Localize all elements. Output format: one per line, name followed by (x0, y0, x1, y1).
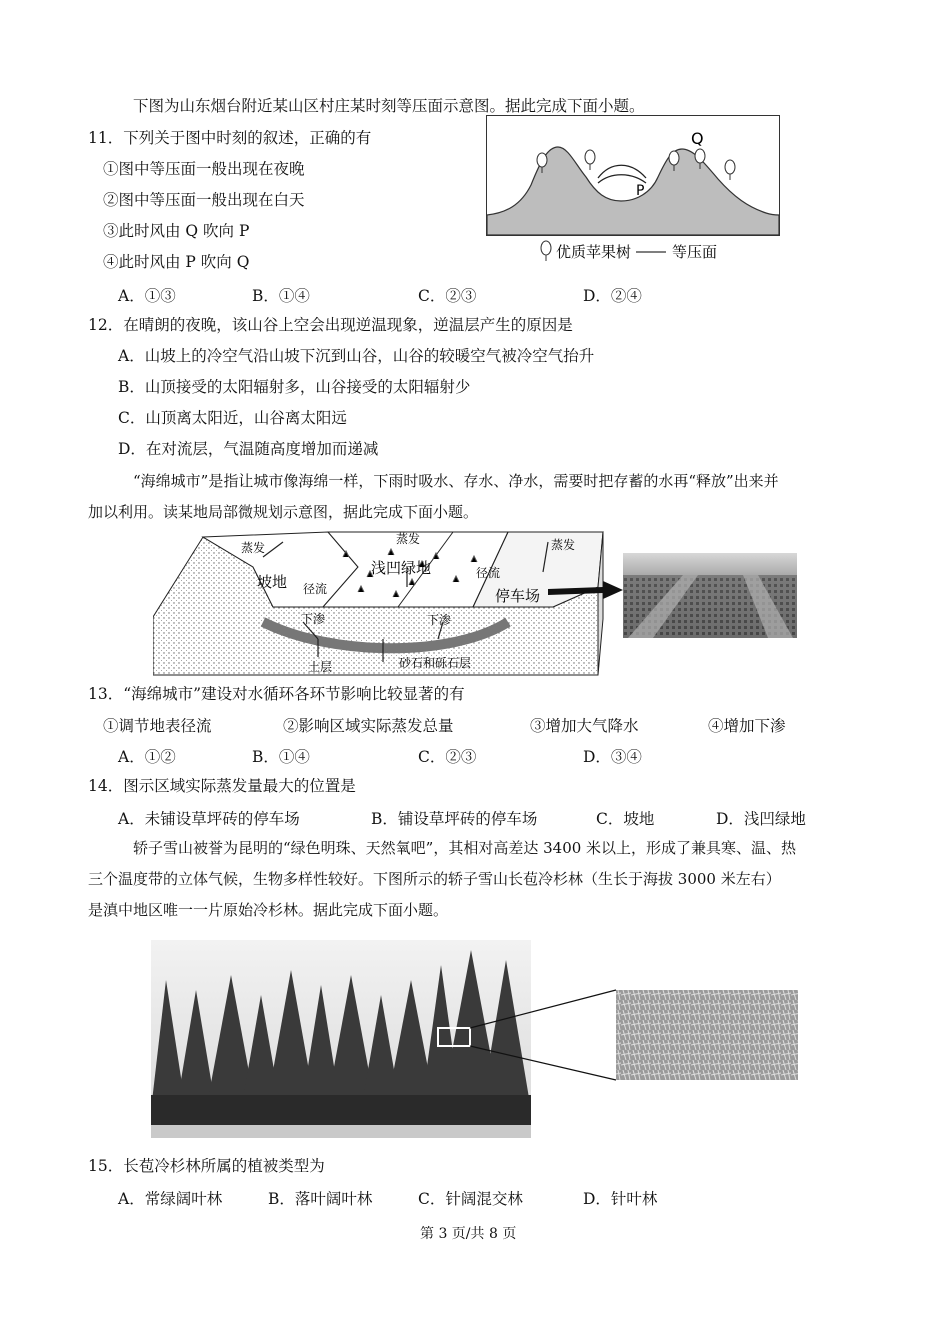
isobar-figure (486, 115, 782, 265)
fir-branch-photo (616, 990, 798, 1080)
q13-item-1: ①调节地表径流 (103, 717, 212, 735)
q11-item-1: ①图中等压面一般出现在夜晚 (103, 160, 305, 178)
q15-option-c[interactable]: C．针阔混交林 (418, 1190, 523, 1208)
q11-option-b[interactable]: B．①④ (252, 287, 310, 305)
evap-label-3: 蒸发 (551, 538, 576, 552)
q11-option-a[interactable]: A．①③ (118, 287, 176, 305)
q14-option-c[interactable]: C．坡地 (596, 810, 655, 828)
q13-item-2: ②影响区域实际蒸发总量 (283, 717, 454, 735)
greenland-label: 浅凹绿地 (371, 559, 432, 577)
q14-option-b[interactable]: B．铺设草坪砖的停车场 (371, 810, 538, 828)
seep-label-1: 下渗 (301, 612, 326, 626)
q13-option-d[interactable]: D．③④ (583, 748, 642, 766)
label-q: Q (691, 129, 704, 148)
q11-item-3: ③此时风由 Q 吹向 P (103, 222, 250, 240)
q11-item-4: ④此时风由 P 吹向 Q (103, 253, 250, 271)
q13-option-c[interactable]: C．②③ (418, 748, 477, 766)
q14-option-d[interactable]: D．浅凹绿地 (716, 810, 806, 828)
q12-option-d[interactable]: D．在对流层，气温随高度增加而递减 (118, 440, 379, 458)
question-12-stem: 12．在晴朗的夜晚，该山谷上空会出现逆温现象，逆温层产生的原因是 (88, 316, 573, 334)
q15-option-d[interactable]: D．针叶林 (583, 1190, 658, 1208)
q11-option-d[interactable]: D．②④ (583, 287, 642, 305)
page-footer: 第 3 页/共 8 页 (420, 1226, 517, 1242)
apple-tree-icon (541, 241, 551, 255)
q12-option-b[interactable]: B．山顶接受的太阳辐射多，山谷接受的太阳辐射少 (118, 378, 471, 396)
parking-label: 停车场 (495, 587, 541, 605)
legend-line-label: 等压面 (672, 243, 718, 261)
question-14-stem: 14．图示区域实际蒸发量最大的位置是 (88, 777, 356, 795)
question-15-stem: 15．长苞冷杉林所属的植被类型为 (88, 1157, 325, 1175)
soil-label: 土层 (308, 660, 333, 674)
runoff-label-1: 径流 (303, 582, 328, 596)
q11-option-c[interactable]: C．②③ (418, 287, 477, 305)
evap-label-2: 蒸发 (396, 532, 421, 546)
intro-text-1: 下图为山东烟台附近某山区村庄某时刻等压面示意图。据此完成下面小题。 (133, 97, 645, 115)
intro-text-3-line2: 三个温度带的立体气候，生物多样性较好。下图所示的轿子雪山长苞冷杉林（生长于海拔 3000 米左右） (88, 870, 781, 888)
q11-item-2: ②图中等压面一般出现在白天 (103, 191, 305, 209)
intro-text-2-line2: 加以利用。读某地局部微规划示意图，据此完成下面小题。 (88, 503, 479, 521)
legend (541, 241, 717, 261)
q15-option-b[interactable]: B．落叶阔叶林 (268, 1190, 373, 1208)
intro-text-2-line1: “海绵城市”是指让城市像海绵一样，下雨时吸水、存水、净水，需要时把存蓄的水再“释放”出来并 (133, 472, 779, 490)
q14-option-a[interactable]: A．未铺设草坪砖的停车场 (118, 810, 300, 828)
gravel-label: 砂石和砾石层 (399, 656, 472, 670)
runoff-label-2: 径流 (476, 566, 501, 580)
slope-label: 坡地 (257, 573, 288, 591)
q13-option-b[interactable]: B．①④ (252, 748, 310, 766)
q12-option-c[interactable]: C．山顶离太阳近，山谷离太阳远 (118, 409, 347, 427)
question-11-stem: 11．下列关于图中时刻的叙述，正确的有 (88, 129, 372, 147)
intro-text-3-line3: 是滇中地区唯一一片原始冷杉林。据此完成下面小题。 (88, 901, 449, 919)
paver-photo (623, 553, 797, 638)
q13-item-3: ③增加大气降水 (530, 717, 639, 735)
q12-option-a[interactable]: A．山坡上的冷空气沿山坡下沉到山谷，山谷的较暖空气被冷空气抬升 (118, 347, 595, 365)
label-p: P (636, 183, 645, 199)
question-13-stem: 13．“海绵城市”建设对水循环各环节影响比较显著的有 (88, 685, 465, 703)
q13-option-a[interactable]: A．①② (118, 748, 176, 766)
legend-tree-label: 优质苹果树 (556, 243, 632, 261)
q13-item-4: ④增加下渗 (708, 717, 786, 735)
fir-forest-figure (151, 940, 799, 1140)
seep-label-2: 下渗 (427, 613, 452, 627)
q15-option-a[interactable]: A．常绿阔叶林 (118, 1190, 223, 1208)
evap-label-1: 蒸发 (241, 541, 266, 555)
intro-text-3-line1: 轿子雪山被誉为昆明的“绿色明珠、天然氧吧”，其相对高差达 3400 米以上，形成了兼具寒、温、热 (133, 839, 797, 857)
